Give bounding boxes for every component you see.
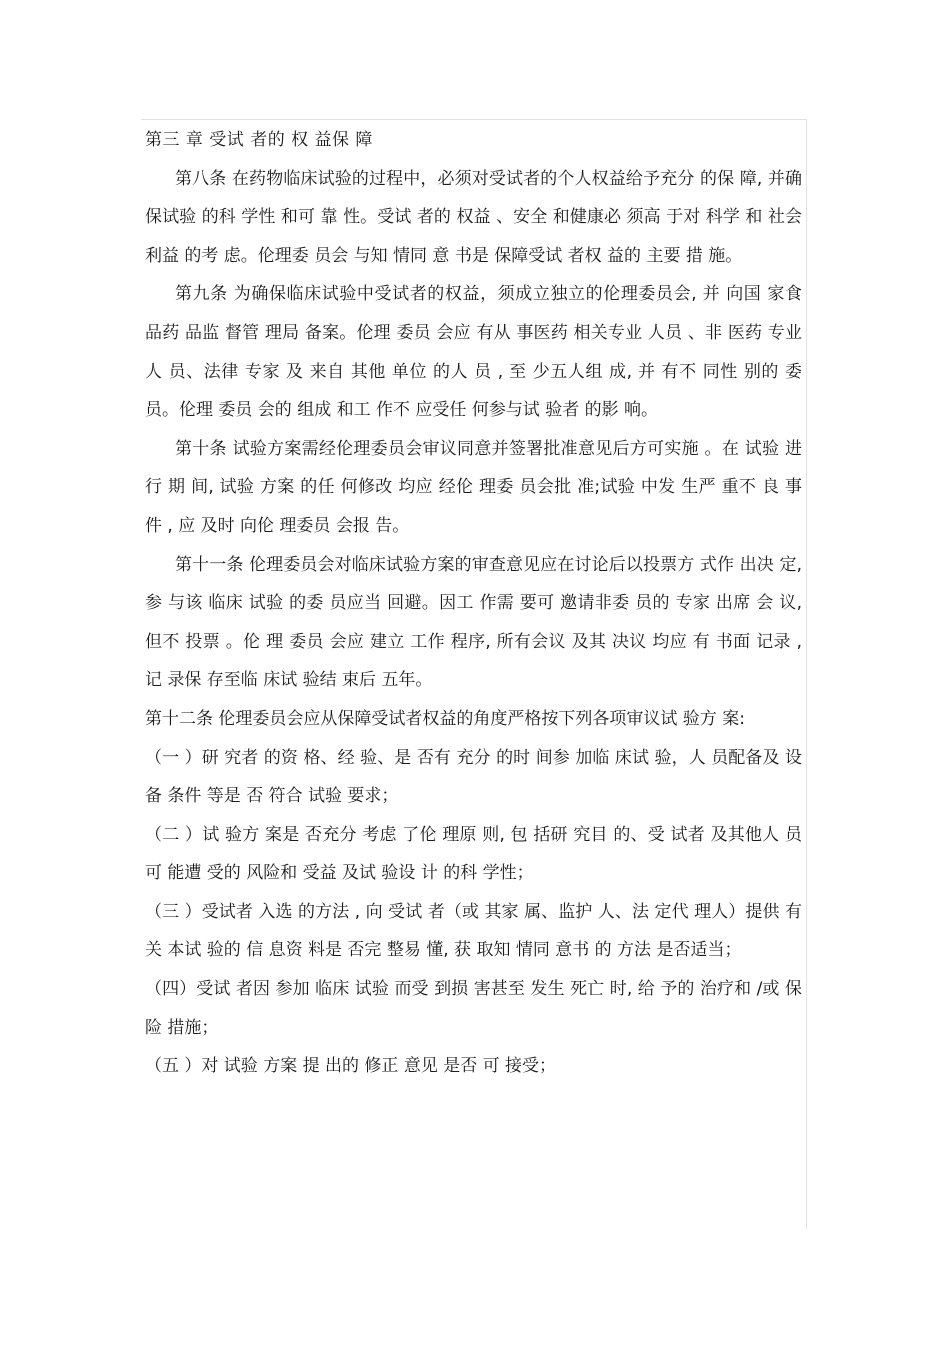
article-9: 第九条 为确保临床试验中受试者的权益，须成立独立的伦理委员会, 并 向国 家食 品药 品监 督管 理局 备案。伦理 委员 会应 有从 事医药 相关专业 人员 、非 医药 专业人 员、法律 专家 及 来自 其他 单位 的人 员 , 至 少五人组 成, 并 有不 同性 别的 委员。伦理 委员 会的 组成 和工 作不 应受任 何参与试 验者 的影 响。	[145, 284, 802, 421]
article-11: 第十一条 伦理委员会对临床试验方案的审查意见应在讨论后以投票方 式作 出决 定, 参 与该 临床 试验 的委 员应当 回避。因工 作需 要可 邀请非委 员的 专家 出席 会 议, 但不 投票 。伦 理 委员 会应 建立 工作 程序, 所有会议 及其 决议 均应 有 书面 记录 , 记 录保 存至临 床试 验结 束后 五年。	[145, 554, 802, 691]
chapter-title: 第三 章 受试 者的 权 益保 障	[145, 130, 373, 150]
review-item-4: （四）受试 者因 参加 临床 试验 而受 到损 害甚至 发生 死亡 时, 给 予的 治疗和 /或 保险 措施；	[145, 979, 802, 1038]
article-10: 第十条 试验方案需经伦理委员会审议同意并签署批准意见后方可实施 。在 试验 进行 期 间, 试验 方案 的任 何修改 均应 经伦 理委 员会批 准;试验 中发 生严 重不 良 事件 , 应 及时 向伦 理委员 会报 告。	[145, 438, 802, 536]
review-item-2: （二 ）试 验方 案是 否充分 考虑 了伦 理原 则, 包 括研 究目 的、受 试者 及其他人 员可 能遭 受的 风险和 受益 及试 验设 计 的科 学性；	[145, 824, 802, 884]
review-item-5: （五 ）对 试验 方案 提 出的 修正 意见 是否 可 接受；	[145, 1056, 557, 1077]
review-item-3: （三 ）受试者 入选 的方法 , 向 受试 者（或 其家 属、监护 人、法 定代 理人）提供 有关 本试 验的 信 息资 料是 否完 整易 懂, 获 取知 情同 意书 的 方法 是否适当；	[145, 901, 802, 961]
document-body	[145, 121, 802, 1086]
article-12: 第十二条 伦理委员会应从保障受试者权益的角度严格按下列各项审议试 验方 案:	[145, 708, 745, 729]
review-item-1: （一 ）研 究者 的资 格、经 验、是 否有 充分 的时 间参 加临 床试 验，人 员配备及 设备 条件 等是 否 符合 试验 要求；	[145, 747, 802, 807]
article-8: 第八条 在药物临床试验的过程中，必须对受试者的个人权益给予充分 的保 障, 并确 保试验 的科 学性 和可 靠 性。受试 者的 权益 、安全 和健康必 须高 于对 科学 和 社会 利益 的考 虑。伦理委 员会 与知 情同 意 书是 保障受试 者权 益的 主要 措 施。	[145, 168, 802, 266]
